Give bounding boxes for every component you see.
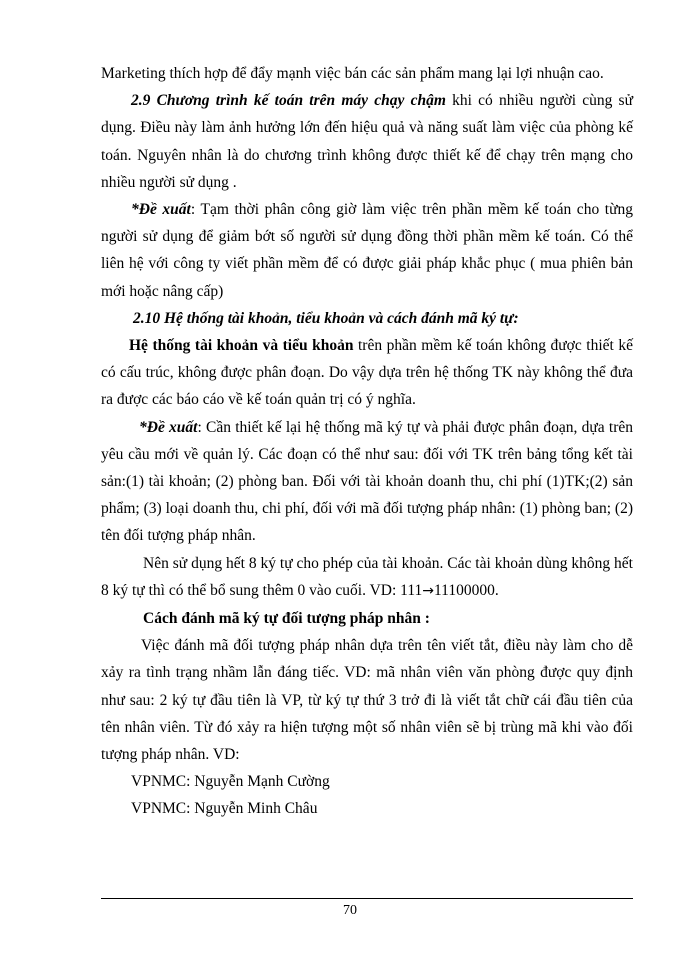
- heading-2-9: 2.9 Chương trình kế toán trên máy chạy chậm: [131, 92, 446, 110]
- eight-chars-end: 11100000.: [433, 581, 499, 599]
- heading-legal-entity-paragraph: [101, 605, 633, 632]
- heading-2-10: 2.10 Hệ thống tài khoản, tiểu khoản và cách đánh mã ký tự:: [133, 309, 519, 327]
- paragraph-marketing: Marketing thích hợp để đẩy mạnh việc bán các sản phẩm mang lại lợi nhuận cao.: [101, 65, 604, 82]
- heading-2-10-paragraph: [101, 305, 633, 332]
- eight-chars-text: Nên sử dụng hết 8 ký tự cho phép của tài khoản. Các tài khoản dùng không hết 8 ký tự thì có thể bổ sung thêm 0 vào cuối. VD: 111: [101, 554, 633, 599]
- proposal-text-1: : Tạm thời phân công giờ làm việc trên phần mềm kế toán cho từng người sử dụng để giảm bớt số người sử dụng đồng thời phần mềm kế toán. Có thể liên hệ với công ty viết phần mềm để có được giải pháp khắc phục ( mua phiên bản mới hoặc nâng cấp): [101, 201, 634, 300]
- body-text: [101, 60, 633, 823]
- proposal-label-1: *Đề xuất: [131, 201, 191, 219]
- example-line-2: VPNMC: Nguyễn Minh Châu: [131, 800, 318, 818]
- proposal-text-2: : Cần thiết kế lại hệ thống mã ký tự và phải được phân đoạn, dựa trên yêu cầu mới về quản lý. Các đoạn có thể như sau: đối với TK trên bảng tổng kết tài sản:(1) tài khoản; (2) phòng ban. Đối với tài khoản doanh thu, chi phí (1)TK;(2) sản phẩm; (3) loại doanh thu, chi phí, đối với mã đối tượng pháp nhân: (1) phòng ban; (2) tên đối tượng pháp nhân.: [101, 418, 633, 545]
- paragraph-2-9: [101, 87, 633, 196]
- account-system-bold: Hệ thống tài khoản và tiểu khoản: [129, 337, 354, 355]
- paragraph-8-chars: [101, 550, 633, 605]
- page-number: 70: [343, 903, 357, 918]
- footer-divider: [101, 898, 633, 899]
- paragraph-proposal-1: [101, 196, 633, 305]
- paragraph-proposal-2: [101, 414, 633, 550]
- example-line-1: VPNMC: Nguyễn Mạnh Cường: [131, 773, 330, 791]
- paragraph-account-system: [101, 332, 633, 414]
- paragraph-legal-entity: Việc đánh mã đối tượng pháp nhân dựa trên tên viết tắt, điều này làm cho dễ xảy ra tình trạng nhầm lẫn đáng tiếc. VD: mã nhân viên văn phòng được quy định như sau: 2 ký tự đầu tiên là VP, từ ký tự thứ 3 trở đi là viết tắt chữ cái đầu tiên của tên nhân viên. Từ đó xảy ra hiện tượng một số nhân viên sẽ bị trùng mã khi vào đối tượng pháp nhân. VD:: [101, 637, 633, 764]
- paragraph-2-9-text: khi có nhiều người cùng sử dụng. Điều này làm ảnh hưởng lớn đến hiệu quả và năng suất làm việc của phòng kế toán. Nguyên nhân là do chương trình không được thiết kế để chạy trên mạng cho nhiều người sử dụng .: [101, 92, 633, 191]
- right-arrow-icon: →: [422, 582, 434, 599]
- heading-legal-entity: Cách đánh mã ký tự đối tượng pháp nhân :: [143, 610, 430, 628]
- account-system-text: trên phần mềm kế toán không được thiết kế có cấu trúc, không được phân đoạn. Do vậy dựa trên hệ thống TK này không thể đưa ra được các báo cáo về kế toán quản trị có ý nghĩa.: [101, 337, 633, 409]
- proposal-label-2: *Đề xuất: [139, 418, 198, 436]
